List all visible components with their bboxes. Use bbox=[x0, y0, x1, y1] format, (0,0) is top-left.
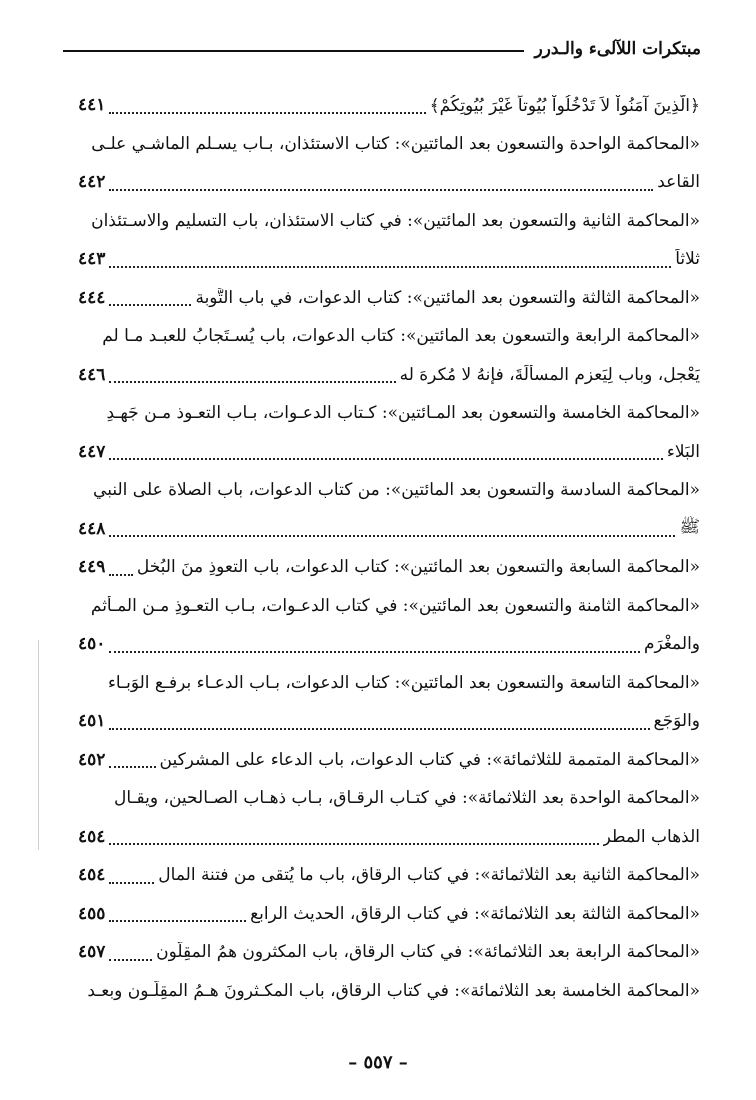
toc-page-number: ٤٤٣ bbox=[78, 249, 106, 270]
toc-entry bbox=[78, 972, 700, 1011]
header-title: مبتكرات اللآلىء والـدرر bbox=[534, 39, 701, 59]
toc-line bbox=[78, 625, 700, 664]
toc-line bbox=[78, 779, 700, 818]
toc-line bbox=[78, 202, 700, 241]
toc-entry bbox=[78, 471, 700, 548]
dot-leader bbox=[109, 880, 154, 884]
toc-page-number: ٤٤٧ bbox=[78, 441, 106, 462]
toc-entry bbox=[78, 279, 700, 318]
dot-leader bbox=[109, 726, 649, 730]
toc-line bbox=[78, 664, 700, 703]
toc-line-text: يَعْجل، وباب لِيَعزم المسألَةَ، فإنهُ لا مُكرهَ له bbox=[399, 364, 700, 385]
toc-line-text: «المحاكمة الواحدة والتسعون بعد المائتين»: كتاب الاستئذان، بـاب يسـلم الماشـي علـى bbox=[91, 133, 700, 154]
running-header bbox=[63, 32, 701, 66]
header-rule bbox=[63, 50, 524, 52]
dot-leader bbox=[109, 302, 191, 306]
toc-line-text: «المحاكمة السابعة والتسعون بعد المائتين»: كتاب الدعوات، باب التعوذِ منَ البُخل bbox=[136, 557, 700, 578]
toc-page-number: ٤٥٥ bbox=[78, 903, 106, 924]
toc-line bbox=[78, 86, 700, 125]
toc-line-text: «المحاكمة الثالثة والتسعون بعد المائتين»: كتاب الدعوات، في باب التَّوبة bbox=[195, 287, 700, 308]
toc-line-text: «المحاكمة الخامسة والتسعون بعد المـائتين»: كـتاب الدعـوات، بـاب التعـوذ مـن جَهـدِ bbox=[106, 403, 700, 424]
dot-leader bbox=[109, 533, 675, 537]
toc-line bbox=[78, 471, 700, 510]
dot-leader bbox=[109, 649, 640, 653]
dot-leader bbox=[109, 957, 152, 961]
toc-line-text: «المحاكمة المتممة للثلاثمائة»: في كتاب الدعوات، باب الدعاء على المشركين bbox=[159, 749, 700, 770]
toc-entry bbox=[78, 587, 700, 664]
toc-page-number: ٤٥١ bbox=[78, 711, 106, 732]
toc-page-number: ٤٥٢ bbox=[78, 749, 106, 770]
toc-page-number: ٤٤٨ bbox=[78, 518, 106, 539]
table-of-contents bbox=[78, 86, 700, 1010]
toc-line-text: البَلاء bbox=[666, 441, 700, 462]
dot-leader bbox=[109, 918, 246, 922]
toc-line bbox=[78, 818, 700, 857]
toc-entry bbox=[78, 933, 700, 972]
toc-line-text: «المحاكمة الواحدة بعد الثلاثمائة»: في كتـاب الرقـاق، بـاب ذهـاب الصـالحين، ويقـال bbox=[114, 788, 700, 809]
toc-line-text: «المحاكمة الرابعة بعد الثلاثمائة»: في كتاب الرقاق، باب المكثرون همُ المقِلّون bbox=[156, 942, 700, 963]
toc-line-text: ثلاثاً bbox=[675, 249, 700, 270]
toc-page-number: ٤٤٤ bbox=[78, 287, 106, 308]
toc-line-text: ﴿الَّذِينَ آمَنُواْ لاَ تَدْخُلُواْ بُيُوتاً غَيْرَ بُيُوتِكُمْ﴾ bbox=[429, 95, 700, 116]
toc-page-number: ٤٤٢ bbox=[78, 172, 106, 193]
dot-leader bbox=[109, 264, 671, 268]
toc-line-text: والوَجَع bbox=[653, 711, 700, 732]
toc-page-number: ٤٥٤ bbox=[78, 826, 106, 847]
toc-line-text: «المحاكمة الثالثة بعد الثلاثمائة»: في كتاب الرقاق، الحديث الرابع bbox=[250, 903, 700, 924]
toc-line bbox=[78, 702, 700, 741]
toc-entry bbox=[78, 856, 700, 895]
toc-line bbox=[78, 356, 700, 395]
toc-page-number: ٤٤١ bbox=[78, 95, 106, 116]
toc-line-text: «المحاكمة الرابعة والتسعون بعد المائتين»: كتاب الدعوات، باب يُسـتَجابُ للعبـد مـا لم bbox=[102, 326, 700, 347]
toc-entry bbox=[78, 394, 700, 471]
toc-line bbox=[78, 240, 700, 279]
toc-entry bbox=[78, 86, 700, 125]
toc-line bbox=[78, 279, 700, 318]
toc-line-text: والمغْرَم bbox=[643, 634, 700, 655]
toc-line bbox=[78, 317, 700, 356]
toc-line-text: «المحاكمة الثامنة والتسعون بعد المائتين»: في كتاب الدعـوات، بـاب التعـوذِ مـن المـأثم bbox=[90, 595, 700, 616]
toc-line-text: «المحاكمة الثانية بعد الثلاثمائة»: في كتاب الرقاق، باب ما يُتقى من فتنة المال bbox=[158, 865, 700, 886]
toc-line bbox=[78, 394, 700, 433]
dot-leader bbox=[109, 456, 662, 460]
dot-leader bbox=[109, 187, 653, 191]
toc-page-number: ٤٤٩ bbox=[78, 557, 106, 578]
toc-line bbox=[78, 741, 700, 780]
toc-line bbox=[78, 548, 700, 587]
toc-line bbox=[78, 972, 700, 1011]
toc-line-text: «المحاكمة الثانية والتسعون بعد المائتين»: في كتاب الاستئذان، باب التسليم والاسـتئذان bbox=[91, 210, 700, 231]
toc-line bbox=[78, 895, 700, 934]
toc-entry bbox=[78, 664, 700, 741]
dot-leader bbox=[109, 764, 155, 768]
dot-leader bbox=[109, 110, 425, 114]
toc-page-number: ٤٥٤ bbox=[78, 865, 106, 886]
toc-page-number: ٤٤٦ bbox=[78, 364, 106, 385]
toc-line-text: القاعد bbox=[657, 172, 700, 193]
toc-entry bbox=[78, 741, 700, 780]
page-number: – ٥٥٧ – bbox=[348, 1052, 408, 1073]
toc-line-text: «المحاكمة الخامسة بعد الثلاثمائة»: في كتاب الرقاق، باب المكـثرونَ هـمُ المقِلّـون وبعـد bbox=[87, 980, 700, 1001]
toc-entry bbox=[78, 548, 700, 587]
toc-entry bbox=[78, 317, 700, 394]
dot-leader bbox=[109, 841, 598, 845]
toc-line bbox=[78, 433, 700, 472]
toc-entry bbox=[78, 779, 700, 856]
toc-line-text: «المحاكمة السادسة والتسعون بعد المائتين»: من كتاب الدعوات، باب الصلاة على النبي bbox=[93, 480, 700, 501]
toc-line-text: الذهاب المطر bbox=[602, 826, 700, 847]
dot-leader bbox=[109, 379, 395, 383]
toc-line bbox=[78, 163, 700, 202]
toc-line bbox=[78, 510, 700, 549]
margin-line bbox=[38, 640, 39, 850]
toc-page-number: ٤٥٧ bbox=[78, 942, 106, 963]
toc-line bbox=[78, 125, 700, 164]
toc-entry bbox=[78, 202, 700, 279]
toc-line-text: «المحاكمة التاسعة والتسعون بعد المائتين»: كتاب الدعوات، بـاب الدعـاء برفـع الوَبـاء bbox=[107, 672, 700, 693]
toc-entry bbox=[78, 895, 700, 934]
toc-entry bbox=[78, 125, 700, 202]
toc-line-text: ﷺ bbox=[679, 517, 700, 538]
dot-leader bbox=[109, 572, 132, 576]
toc-line bbox=[78, 933, 700, 972]
toc-line bbox=[78, 856, 700, 895]
toc-page-number: ٤٥٠ bbox=[78, 634, 106, 655]
toc-line bbox=[78, 587, 700, 626]
